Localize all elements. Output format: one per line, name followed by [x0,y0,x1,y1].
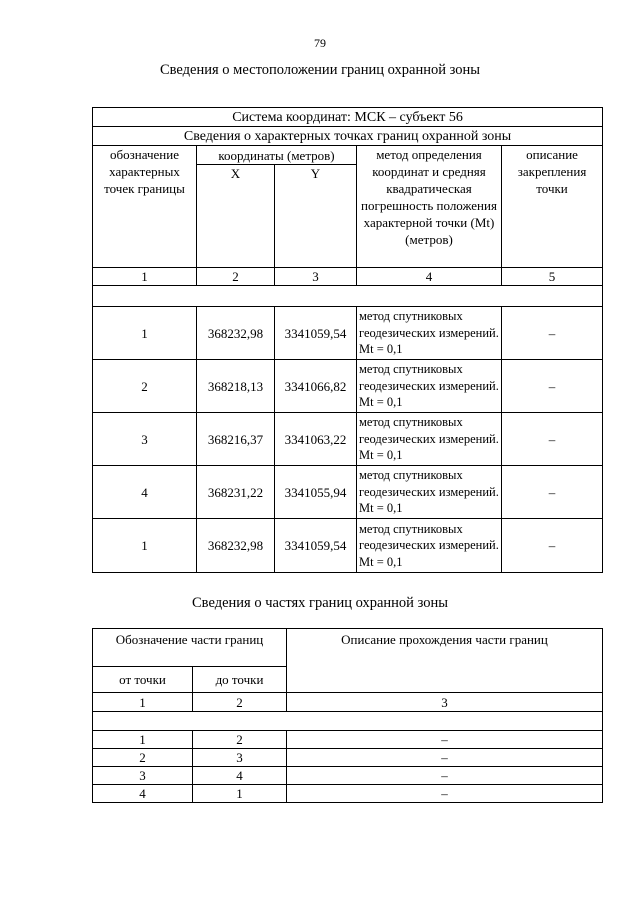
description-cell: – [502,466,603,519]
empty-cell [93,286,603,307]
header-part-designation: Обозначение части границ [93,629,287,667]
header-from-point: от точки [93,667,193,693]
column-number: 2 [193,693,287,712]
from-point: 4 [93,785,193,803]
coordinate-x: 368232,98 [197,307,275,360]
header-to-point: до точки [193,667,287,693]
point-designation: 3 [93,413,197,466]
point-designation: 2 [93,360,197,413]
header-description: описание закрепления точки [502,146,603,268]
column-number: 1 [93,268,197,286]
coordinate-system-cell: Система координат: МСК – субъект 56 [93,108,603,127]
method-cell: метод спутниковых геодезических измерений. Mt = 0,1 [357,413,502,466]
coordinate-y: 3341055,94 [275,466,357,519]
table-row [93,413,603,466]
point-designation: 1 [93,519,197,573]
table-row [93,749,603,767]
to-point: 2 [193,731,287,749]
method-cell: метод спутниковых геодезических измерений. Mt = 0,1 [357,519,502,573]
from-point: 1 [93,731,193,749]
to-point: 3 [193,749,287,767]
boundary-parts-table [92,628,603,803]
table-row [93,785,603,803]
points-subtitle-cell: Сведения о характерных точках границ охранной зоны [93,127,603,146]
from-point: 2 [93,749,193,767]
part-description: – [287,767,603,785]
section-title-boundary-parts: Сведения о частях границ охранной зоны [192,595,448,611]
from-point: 3 [93,767,193,785]
to-point: 1 [193,785,287,803]
table-row [93,360,603,413]
table-row [93,731,603,749]
description-cell: – [502,307,603,360]
coordinate-x: 368231,22 [197,466,275,519]
coordinate-y: 3341066,82 [275,360,357,413]
column-number: 3 [287,693,603,712]
empty-cell [93,712,603,731]
coordinate-y: 3341059,54 [275,519,357,573]
column-numbers-row [93,693,603,712]
header-point-designation: обозначение характерных точек границы [93,146,197,268]
to-point: 4 [193,767,287,785]
coordinate-x: 368218,13 [197,360,275,413]
column-number: 1 [93,693,193,712]
method-cell: метод спутниковых геодезических измерений. Mt = 0,1 [357,307,502,360]
header-coordinates: координаты (метров) [197,146,357,165]
characteristic-points-table [92,107,603,573]
coordinate-y: 3341063,22 [275,413,357,466]
description-cell: – [502,519,603,573]
part-description: – [287,749,603,767]
description-cell: – [502,413,603,466]
column-number: 3 [275,268,357,286]
table-row [93,767,603,785]
table-row [93,307,603,360]
header-y: Y [275,165,357,268]
coordinate-x: 368216,37 [197,413,275,466]
spacer-row [93,712,603,731]
header-x: X [197,165,275,268]
column-numbers-row [93,268,603,286]
page-number: 79 [314,36,326,50]
table-row [93,519,603,573]
description-cell: – [502,360,603,413]
coordinate-x: 368232,98 [197,519,275,573]
section-title-boundary-location: Сведения о местоположении границ охранной зоны [159,62,480,78]
point-designation: 4 [93,466,197,519]
header-part-description: Описание прохождения части границ [287,629,603,693]
part-description: – [287,785,603,803]
point-designation: 1 [93,307,197,360]
header-method: метод определения координат и средняя квадратическая погрешность положения характерной точки (Mt) (метров) [357,146,502,268]
column-number: 4 [357,268,502,286]
method-cell: метод спутниковых геодезических измерений. Mt = 0,1 [357,360,502,413]
method-cell: метод спутниковых геодезических измерений. Mt = 0,1 [357,466,502,519]
coordinate-y: 3341059,54 [275,307,357,360]
part-description: – [287,731,603,749]
column-number: 2 [197,268,275,286]
table-row [93,466,603,519]
column-number: 5 [502,268,603,286]
spacer-row [93,286,603,307]
